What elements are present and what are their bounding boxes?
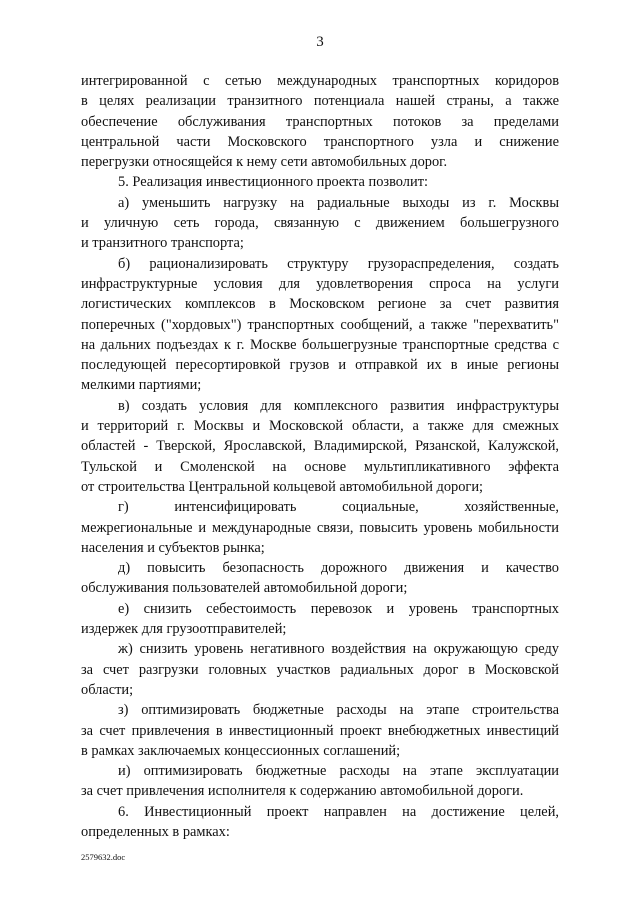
text-line: определенных в рамках: [81, 823, 230, 840]
text-line: на дальних подъездах к г. Москве большегрузные транспортные средства с [81, 336, 559, 353]
text-line: издержек для грузоотправителей; [81, 621, 287, 638]
text-line: области; [81, 681, 134, 698]
text-line: интегрированной с сетью международных транспортных коридоров [81, 73, 559, 89]
text-line: центральной части Московского транспортного узла и снижение [81, 133, 559, 150]
text-line: за счет разгрузки головных участков радиальных дорог в Московской [81, 661, 559, 678]
text-line: за счет привлечения в инвестиционный проект внебюджетных инвестиций [81, 722, 559, 739]
document-body [81, 71, 559, 842]
text-line: поперечных ("хордовых") транспортных сообщений, а также "перехватить" [81, 316, 559, 333]
text-line: в целях реализации транзитного потенциала нашей страны, а также [81, 93, 559, 110]
text-line: обслуживания пользователей автомобильной дороги; [81, 580, 408, 597]
text-line: за счет привлечения исполнителя к содержанию автомобильной дороги. [81, 783, 524, 800]
text-line: в) создать условия для комплексного развития инфраструктуры [118, 397, 559, 414]
text-line: и транзитного транспорта; [81, 235, 244, 252]
text-line: г) интенсифицировать социальные, хозяйственные, [118, 499, 559, 516]
text-line: и уличную сеть города, связанную с движением большегрузного [81, 215, 559, 232]
text-line: д) повысить безопасность дорожного движения и качество [118, 560, 559, 577]
document-filename: 2579632.doc [81, 852, 126, 862]
page-number: 3 [316, 34, 324, 50]
text-line: е) снизить себестоимость перевозок и уровень транспортных [118, 600, 559, 617]
text-line: 6. Инвестиционный проект направлен на достижение целей, [118, 803, 559, 820]
text-line: з) оптимизировать бюджетные расходы на этапе строительства [118, 702, 559, 719]
text-line: последующей пересортировкой грузов и отправкой их в иные регионы [81, 357, 559, 374]
text-line: и территорий г. Москвы и Московской области, а также для смежных [81, 418, 559, 435]
text-line: ж) снизить уровень негативного воздействия на окружающую среду [118, 641, 559, 658]
text-line: в рамках заключаемых концессионных соглашений; [81, 742, 401, 759]
text-line: от строительства Центральной кольцевой автомобильной дороги; [81, 478, 484, 495]
text-line: мелкими партиями; [81, 377, 202, 394]
text-line: инфраструктурные условия для удовлетворения спроса на услуги [81, 275, 559, 292]
text-line: межрегиональные и международные связи, повысить уровень мобильности [81, 519, 559, 536]
text-line: б) рационализировать структуру грузораспределения, создать [118, 255, 559, 272]
text-line: перегрузки относящейся к нему сети автомобильных дорог. [81, 154, 448, 171]
text-line: населения и субъектов рынка; [81, 539, 265, 556]
text-line: логистических комплексов в Московском регионе за счет развития [81, 296, 559, 313]
text-line: 5. Реализация инвестиционного проекта позволит: [118, 174, 428, 191]
text-line: обеспечение обслуживания транспортных потоков за пределами [81, 113, 559, 130]
text-line: и) оптимизировать бюджетные расходы на этапе эксплуатации [118, 763, 559, 780]
text-line: а) уменьшить нагрузку на радиальные выходы из г. Москвы [118, 194, 559, 211]
text-line: Тульской и Смоленской на основе мультипликативного эффекта [81, 458, 559, 475]
text-line: областей - Тверской, Ярославской, Владимирской, Рязанской, Калужской, [81, 438, 559, 455]
